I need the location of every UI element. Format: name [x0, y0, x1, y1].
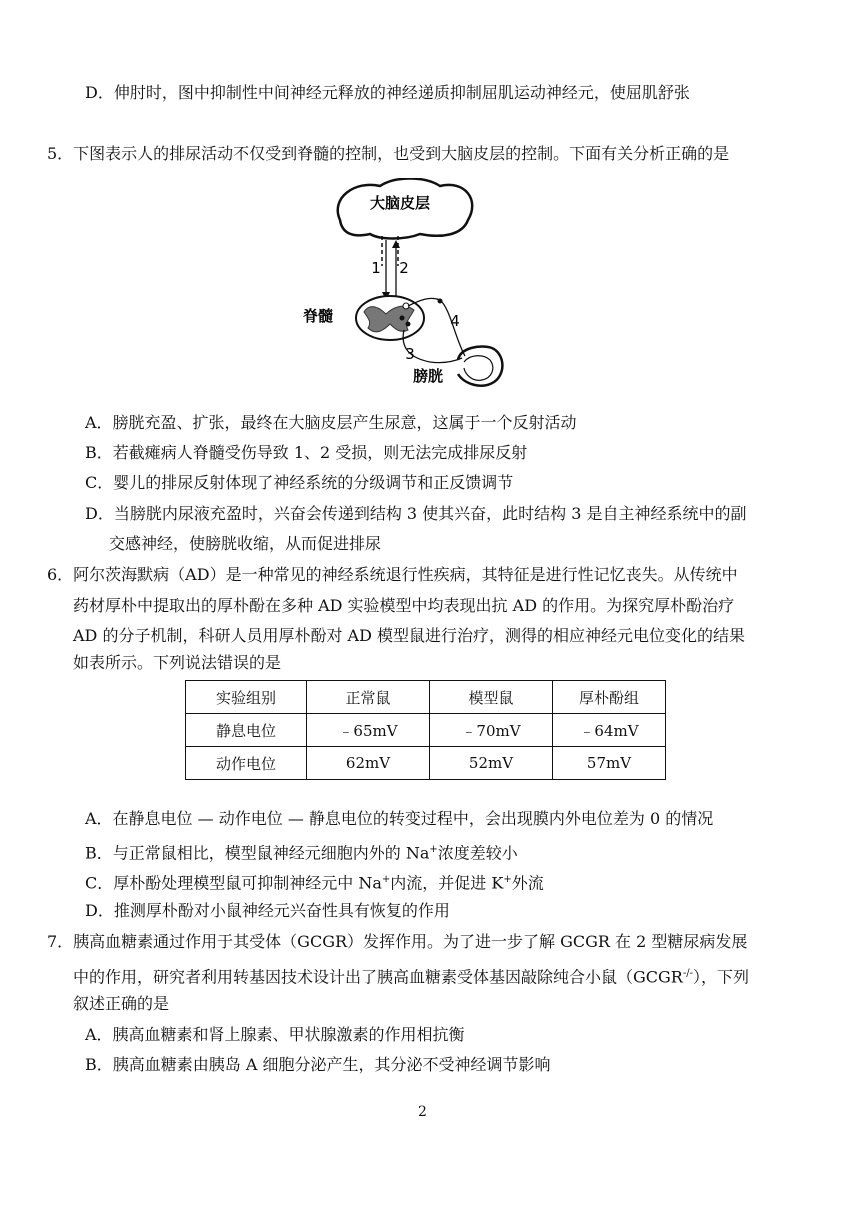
q5-option-d-line2: 交感神经，使膀胱收缩，从而促进排尿 — [109, 534, 382, 553]
q6-option-d: D．推测厚朴酚对小鼠神经元兴奋性具有恢复的作用 — [85, 901, 450, 920]
q7-stem-line2-pre: 中的作用，研究者利用转基因技术设计出了胰高血糖素受体基因敲除纯合小鼠（GCGR — [73, 967, 683, 987]
bladder-inner — [464, 356, 493, 381]
q4-option-d: D．伸肘时，图中抑制性中间神经元释放的神经递质抑制屈肌运动神经元，使屈肌舒张 — [85, 83, 690, 102]
q6-option-c-sup1: + — [381, 874, 391, 885]
label-1: 1 — [371, 259, 381, 277]
table-cell: ﹣65mV — [307, 714, 430, 747]
q6-option-b-sup: + — [429, 844, 438, 855]
label-2: 2 — [399, 259, 409, 277]
pathway-2-arrow — [392, 240, 400, 248]
table-header: 正常鼠 — [307, 681, 430, 714]
label-4: 4 — [450, 312, 460, 330]
q6-option-a: A．在静息电位 — 动作电位 — 静息电位的转变过程中，会出现膜内外电位差为 0 的情况 — [85, 809, 714, 828]
q6-option-c-mid: 内流，并促进 K — [390, 873, 504, 893]
q7-stem-line2-sup: -/- — [682, 968, 693, 979]
q6-option-c-post: 外流 — [511, 873, 544, 893]
micturition-figure — [300, 178, 540, 393]
table-cell: 62mV — [307, 747, 430, 780]
ganglion-dot-3 — [406, 322, 411, 327]
table-cell: 52mV — [430, 747, 553, 780]
table-cell: 57mV — [553, 747, 666, 780]
table-cell: ﹣70mV — [430, 714, 553, 747]
table-cell: 静息电位 — [186, 714, 307, 747]
q7-stem-line2-post: ），下列 — [693, 967, 750, 987]
q5-stem: 5．下图表示人的排尿活动不仅受到脊髓的控制，也受到大脑皮层的控制。下面有关分析正确的是 — [47, 144, 730, 163]
table-cell: ﹣64mV — [553, 714, 666, 747]
q6-option-b-pre: B．与正常鼠相比，模型鼠神经元细胞内外的 Na — [85, 843, 430, 863]
table-header: 实验组别 — [186, 681, 307, 714]
q7-option-b: B．胰高血糖素由胰岛 A 细胞分泌产生，其分泌不受神经调节影响 — [85, 1055, 551, 1074]
brain-label: 大脑皮层 — [369, 194, 431, 212]
q7-stem-line2 — [73, 963, 749, 988]
potential-table — [185, 680, 666, 780]
q6-stem-line1: 6．阿尔茨海默病（AD）是一种常见的神经系统退行性疾病，其特征是进行性记忆丧失。从传统中 — [47, 565, 738, 584]
q5-option-a: A．膀胱充盈、扩张，最终在大脑皮层产生尿意，这属于一个反射活动 — [85, 413, 577, 432]
q5-option-b: B．若截瘫病人脊髓受伤导致 1、2 受损，则无法完成排尿反射 — [85, 443, 528, 462]
table-row — [186, 747, 666, 780]
micturition-diagram — [300, 178, 540, 393]
q6-stem-line2: 药材厚朴中提取出的厚朴酚在多种 AD 实验模型中均表现出抗 AD 的作用。为探究厚朴酚治疗 — [73, 596, 735, 615]
q6-option-c-pre: C．厚朴酚处理模型鼠可抑制神经元中 Na — [85, 873, 382, 893]
q6-stem-line4: 如表所示。下列说法错误的是 — [73, 653, 282, 672]
q6-option-b — [85, 839, 518, 864]
q6-stem-line3: AD 的分子机制，科研人员用厚朴酚对 AD 模型鼠进行治疗，测得的相应神经元电位变化的结果 — [73, 626, 746, 645]
table-row — [186, 714, 666, 747]
q5-option-d-line1: D．当膀胱内尿液充盈时，兴奋会传递到结构 3 使其兴奋，此时结构 3 是自主神经系统中的副 — [85, 504, 747, 523]
table-cell: 动作电位 — [186, 747, 307, 780]
label-3: 3 — [405, 345, 415, 363]
q7-stem-line3: 叙述正确的是 — [73, 994, 170, 1013]
table-header: 厚朴酚组 — [553, 681, 666, 714]
q5-option-c: C．婴儿的排尿反射体现了神经系统的分级调节和正反馈调节 — [85, 473, 514, 492]
ganglion-dot-2 — [400, 316, 405, 321]
table-header: 模型鼠 — [430, 681, 553, 714]
q7-stem-line1: 7．胰高血糖素通过作用于其受体（GCGR）发挥作用。为了进一步了解 GCGR 在 2 型糖尿病发展 — [47, 932, 748, 951]
bladder-label: 膀胱 — [412, 367, 444, 385]
page-number: 2 — [418, 1104, 427, 1120]
q6-option-c — [85, 869, 544, 894]
spine-label: 脊髓 — [302, 307, 334, 325]
table-header-row — [186, 681, 666, 714]
q7-option-a: A．胰高血糖素和肾上腺素、甲状腺激素的作用相抗衡 — [85, 1025, 465, 1044]
q6-option-b-post: 浓度差较小 — [437, 843, 518, 863]
nerve-4-ganglion — [438, 299, 443, 304]
q6-option-c-sup2: + — [503, 874, 512, 885]
